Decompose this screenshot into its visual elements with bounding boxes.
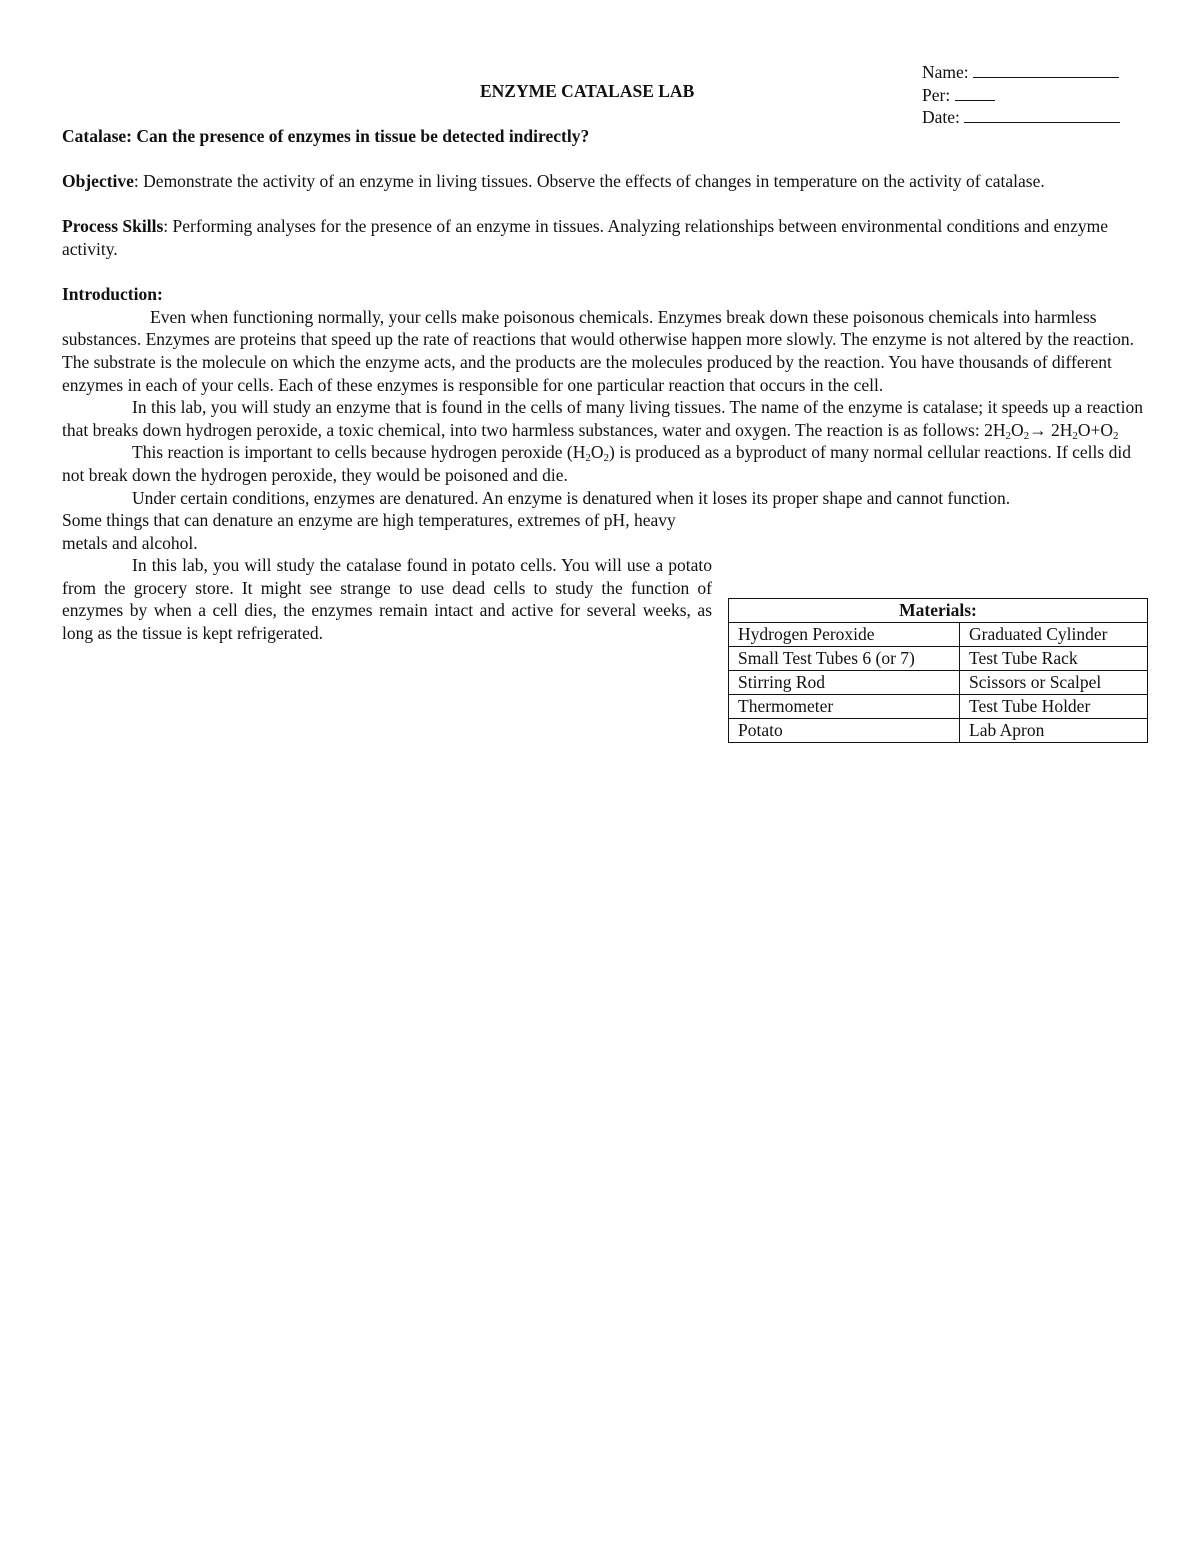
material-item: Potato: [729, 719, 960, 743]
process-skills-text: : Performing analyses for the presence of an enzyme in tissues. Analyzing relationships between environmental conditions and enzyme activity.: [62, 216, 1109, 259]
material-item: Test Tube Holder: [960, 695, 1148, 719]
intro-paragraph-4-rest: Some things that can denature an enzyme are high temperatures, extremes of pH, heavy metals and alcohol.: [62, 510, 676, 553]
per-line: [922, 84, 1152, 107]
date-label: Date:: [922, 107, 960, 128]
intro-paragraph-1: Even when functioning normally, your cells make poisonous chemicals. Enzymes break down these poisonous chemicals into harmless substances. Enzymes are proteins that speed up the rate of reactions that would otherwise happen more slowly. The enzyme is not altered by the reaction. The substrate is the molecule on which the enzyme acts, and the products are the molecules produced by the reaction. You have thousands of different enzymes in each of your cells. Each of these enzymes is responsible for one particular reaction that occurs in the cell.: [62, 306, 1135, 395]
objective-label: Objective: [62, 171, 134, 192]
material-item: Test Tube Rack: [960, 647, 1148, 671]
per-blank: [955, 84, 995, 101]
name-line: [922, 61, 1152, 84]
objective-text: : Demonstrate the activity of an enzyme in living tissues. Observe the effects of changes in temperature on the activity of catalase.: [133, 171, 1045, 192]
table-row: [729, 695, 1148, 719]
process-skills-label: Process Skills: [62, 216, 164, 237]
name-label: Name:: [922, 62, 969, 82]
material-item: Lab Apron: [960, 719, 1148, 743]
material-item: Thermometer: [729, 695, 960, 719]
intro-paragraph-2: In this lab, you will study an enzyme that is found in the cells of many living tissues. The name of the enzyme is catalase; it speeds up a reaction that breaks down hydrogen peroxide, a toxic chemical, into two harmless substances, water and oxygen. The reaction is as follows: $2H_2O_2\to 2H_2O+O_2$: [62, 397, 1144, 442]
process-skills-paragraph: [62, 215, 1150, 260]
material-item: Hydrogen Peroxide: [729, 623, 960, 647]
material-item: Small Test Tubes 6 (or 7): [729, 647, 960, 671]
intro-paragraph-4-line-1: Under certain conditions, enzymes are denatured. An enzyme is denatured when it loses its proper shape and cannot function.: [132, 487, 1011, 508]
table-row: [729, 623, 1148, 647]
material-item: Graduated Cylinder: [960, 623, 1148, 647]
reaction-equation: $2H_2O_2\to 2H_2O+O_2$: [984, 419, 1119, 442]
material-item: Scissors or Scalpel: [960, 671, 1148, 695]
materials-table: [728, 598, 1148, 743]
student-info-block: [922, 61, 1152, 129]
introduction-heading: Introduction:: [62, 284, 163, 305]
table-row: [729, 719, 1148, 743]
table-row: [729, 671, 1148, 695]
materials-heading: Materials:: [729, 599, 1148, 623]
main-content: [62, 125, 1150, 645]
intro-paragraph-3: This reaction is important to cells because hydrogen peroxide $(H_2O_2)$ is produced as a byproduct of many normal cellular reactions. If cells did not break down the hydrogen peroxide, they would be poisoned and die.: [62, 442, 1131, 485]
per-label: Per:: [922, 84, 951, 105]
objective-paragraph: [62, 170, 1150, 193]
date-blank: [964, 106, 1120, 123]
arrow-icon: →: [1029, 419, 1047, 440]
intro-paragraph-5: In this lab, you will study the catalase found in potato cells. You will use a potato from the grocery store. It might see strange to use dead cells to study the function of enzymes by when a cell dies, the enzymes remain intact and active for several weeks, as long as the tissue is kept refrigerated.: [62, 555, 712, 644]
guiding-question: Catalase: Can the presence of enzymes in tissue be detected indirectly?: [62, 126, 590, 146]
page-title: ENZYME CATALASE LAB: [480, 81, 695, 101]
material-item: Stirring Rod: [729, 671, 960, 695]
intro-left-column: [62, 509, 712, 645]
name-blank: [973, 61, 1119, 78]
table-row: [729, 647, 1148, 671]
